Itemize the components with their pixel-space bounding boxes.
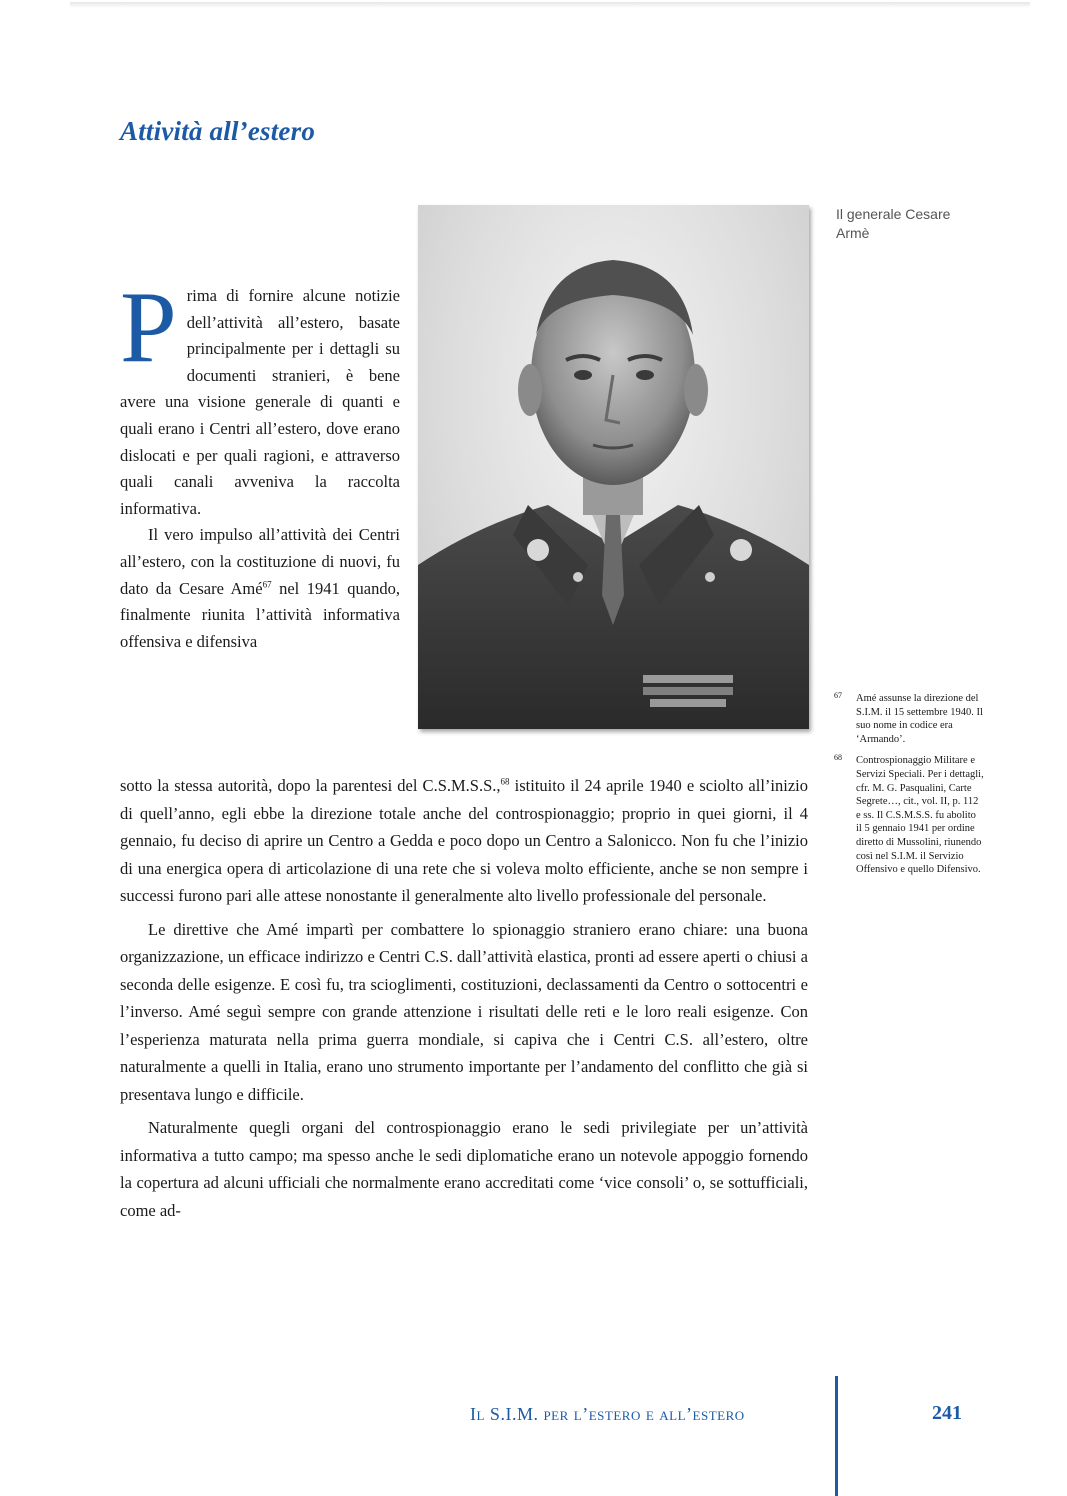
paragraph-2-start — [120, 522, 400, 655]
footnote-text: Controspionaggio Militare e Servizi Speciali. Per i dettagli, cfr. M. G. Pasqualini, Carte Segrete…, cit., vol. II, p. 112 e ss. Il C.S.M.S.S. fu abolito il 5 gennaio 1941 per ordine diretto di Mussolini, riunendo così nel S.I.M. il Servizio Offensivo e quello Difensivo. — [856, 755, 984, 876]
paragraph-2-text-c: sotto la stessa autorità, dopo la parentesi del C.S.M.S.S., — [120, 776, 501, 795]
paragraph-4: Naturalmente quegli organi del controspionaggio erano le sedi privilegiate per un’attività informativa a tutto campo; ma spesso anche le sedi diplomatiche erano un notevole appoggio fornendo la copertura ad alcuni ufficiali che normalmente erano accreditati come ‘vice consoli’ o, se sottufficiali, come ad- — [120, 1118, 808, 1220]
footer-divider — [835, 1376, 838, 1496]
body-text-wide — [120, 772, 808, 1224]
top-rule — [70, 2, 1030, 8]
body-text-narrow — [120, 271, 400, 655]
footnotes — [834, 692, 984, 885]
paragraph-2-continued — [120, 772, 808, 910]
portrait-photo — [418, 205, 809, 729]
paragraph-3: Le direttive che Amé impartì per combattere lo spionaggio straniero erano chiare: una buona organizzazione, un efficace indirizzo e Centri C.S. dall’attività elastica, pronti ad essere aperti o chiusi a seconda delle esigenze. E così fu, tra scioglimenti, costituzioni, declassamenti da Centro o sottocentri e l’inverso. Amé seguì sempre con grande attenzione i risultati delle reti e le loro reali esigenze. Con l’esperienza maturata nella prima guerra mondiale, si capiva che i Centri C.S. all’estero, oltre naturalmente a quelli in Italia, erano uno strumento importante per l’andamento del conflitto che già si presentava lungo e difficile. — [120, 919, 808, 1104]
paragraph-2-text-d: istituito il 24 aprile 1940 e sciolto all’inizio di quell’anno, egli ebbe la direzione totale anche del controspionaggio; proprio in quei giorni, il 4 gennaio, fu deciso di aprire un Centro a Gedda e poco dopo un Centro a Salonicco. Non fu che l’inizio di una energica opera di articolazione di una rete che si voleva molto efficiente, anche se non sempre i successi furono pari alle attese nonostante il generalmente alto livello professionale del personale. — [120, 776, 808, 905]
paragraph-2-text-a: Il vero impulso all’attività dei Centri all’estero, con la costituzione di nuovi, fu dato da Cesare Amé — [120, 525, 400, 598]
running-footer-title: Il S.I.M. per l’estero e all’estero — [470, 1404, 745, 1424]
section-title: Attività all’estero — [120, 116, 316, 146]
figure-caption: Il generale Cesare Armè — [836, 206, 951, 241]
footnote-text: Amé assunse la direzione del S.I.M. il 15 settembre 1940. Il suo nome in codice era ‘Armando’. — [856, 693, 983, 745]
footnote-ref-67[interactable]: 67 — [262, 579, 272, 590]
footnote-ref-68[interactable]: 68 — [500, 776, 510, 787]
portrait-illustration — [418, 205, 809, 729]
drop-cap: P — [120, 271, 177, 384]
footnote-number: 67 — [834, 691, 842, 700]
paragraph-2-text-b: nel 1941 quando, finalmente riunita l’attività informativa offensiva e difensiva — [120, 578, 400, 651]
footnote-68 — [834, 754, 984, 876]
paragraph-1-text: rima di fornire alcune notizie dell’attività all’estero, basate principalmente per i dettagli su documenti stranieri, è bene avere una visione generale di quanti e quali erano i Centri all’estero, dove erano dislocati e per quali ragioni, e attraverso quali canali avveniva la raccolta informativa. — [120, 286, 400, 518]
footnote-number: 68 — [834, 753, 842, 763]
paragraph-1 — [120, 271, 400, 522]
page-number: 241 — [932, 1402, 962, 1424]
footnote-67 — [834, 692, 984, 746]
